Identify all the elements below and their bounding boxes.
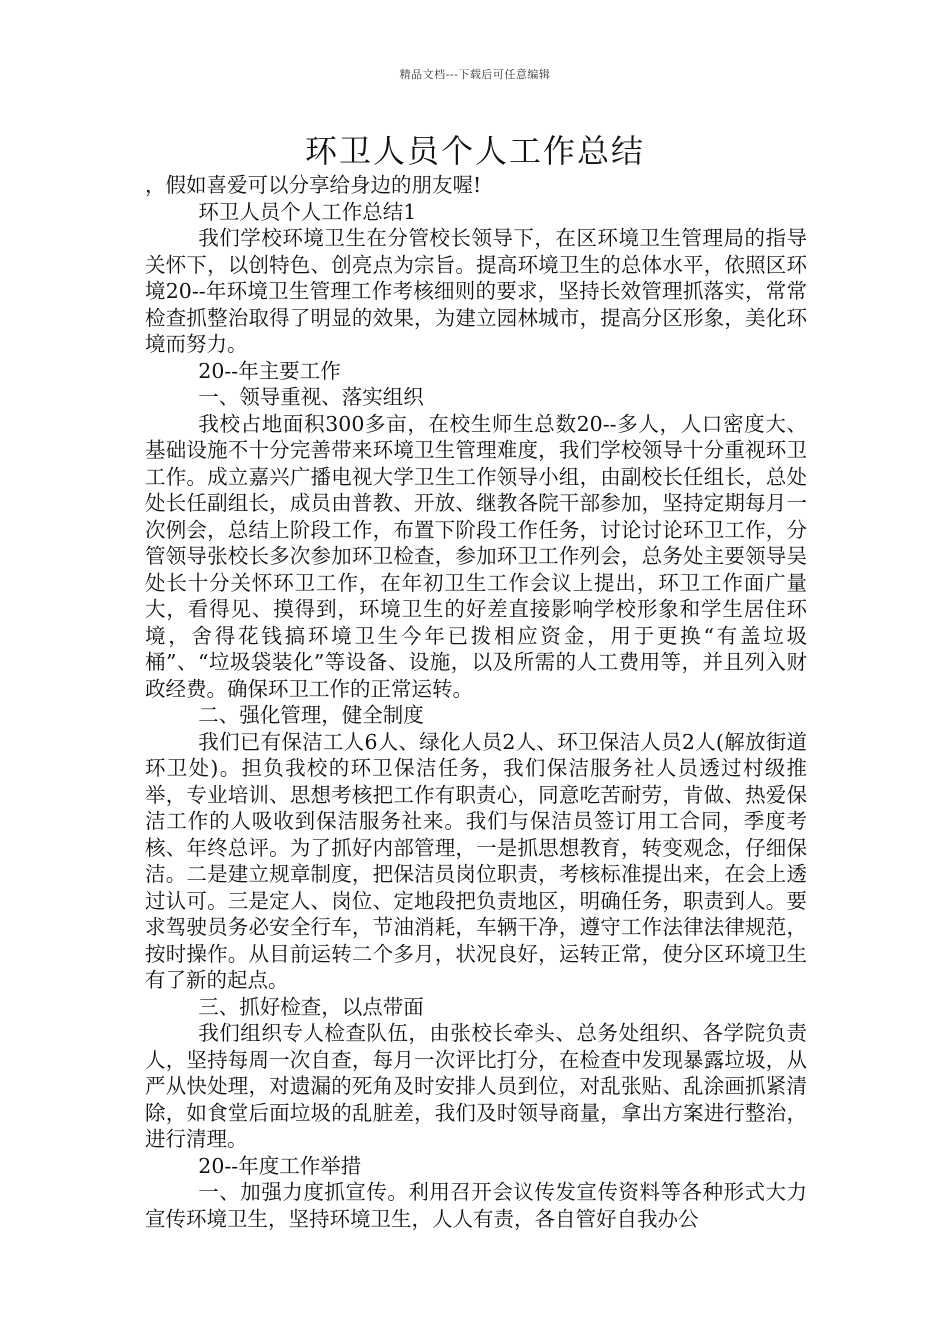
paragraph: 我校占地面积300多亩，在校生师生总数20--多人，人口密度大、基础设施不十分完善带来环境卫生管理难度，我们学校领导十分重视环卫工作。成立嘉兴广播电视大学卫生工作领导小组，由副校长任组长，总处处长任副组长，成员由普教、开放、继教各院干部参加，坚持定期每月一次例会，总结上阶段工作，布置下阶段工作任务，讨论讨论环卫工作，分管领导张校长多次参加环卫检查，参加环卫工作列会，总务处主要领导吴处长十分关怀环卫工作，在年初卫生工作会议上提出，环卫工作面广量大，看得见、摸得到，环境卫生的好差直接影响学校形象和学生居住环境，舍得花钱搞环境卫生今年已拨相应资金，用于更换“有盖垃圾桶”、“垃圾袋装化”等设备、设施，以及所需的人工费用等，并且列入财政经费。确保环卫工作的正常运转。	[145, 411, 807, 701]
document-title: 环卫人员个人工作总结	[304, 132, 645, 170]
paragraph: 我们学校环境卫生在分管校长领导下，在区环境卫生管理局的指导关怀下，以创特色、创亮点为宗旨。提高环境卫生的总体水平，依照区环境20--年环境卫生管理工作考核细则的要求，坚持长效管理抓落实，常常检查抓整治取得了明显的效果，为建立园林城市，提高分区形象，美化环境而努力。	[145, 226, 807, 356]
section-heading: 20--年主要工作	[198, 358, 341, 383]
header-note: 精品文档---下载后可任意编辑	[399, 68, 551, 81]
section-heading: 三、抓好检查，以点带面	[198, 994, 424, 1019]
paragraph: ，假如喜爱可以分享给身边的朋友喔!	[145, 173, 482, 197]
paragraph: 我们已有保洁工人6人、绿化人员2人、环卫保洁人员2人(解放街道环卫处)。担负我校的环卫保洁任务，我们保洁服务社人员透过村级推举，专业培训、思想考核把工作有职责心，同意吃苦耐劳，肯做、热爱保洁工作的人吸收到保洁服务社来。我们与保洁员签订用工合同，季度考核、年终总评。为了抓好内部管理，一是抓思想教育，转变观念，仔细保洁。二是建立规章制度，把保洁员岗位职责，考核标准提出来，在会上透过认可。三是定人、岗位、定地段把负责地区，明确任务，职责到人。要求驾驶员务必安全行车，节油消耗，车辆干净，遵守工作法律法律规范，按时操作。从目前运转二个多月，状况良好，运转正常，使分区环境卫生有了新的起点。	[145, 729, 807, 992]
section-heading: 一、领导重视、落实组织	[198, 385, 424, 409]
paragraph: 环卫人员个人工作总结1	[198, 199, 417, 224]
section-heading: 20--年度工作举措	[198, 1153, 362, 1178]
paragraph: 我们组织专人检查队伍，由张校长牵头、总务处组织、各学院负责人，坚持每周一次自查，每月一次评比打分，在检查中发现暴露垃圾，从严从快处理，对遗漏的死角及时安排人员到位，对乱张贴、乱涂画抓紧清除，如食堂后面垃圾的乱脏差，我们及时领导商量，拿出方案进行整治，进行清理。	[145, 1021, 807, 1151]
paragraph: 一、加强力度抓宣传。利用召开会议传发宣传资料等各种形式大力宣传环境卫生，坚持环境卫生，人人有责，各自管好自我办公	[145, 1180, 807, 1231]
section-heading: 二、强化管理，健全制度	[198, 703, 424, 727]
document-body	[145, 172, 807, 1232]
